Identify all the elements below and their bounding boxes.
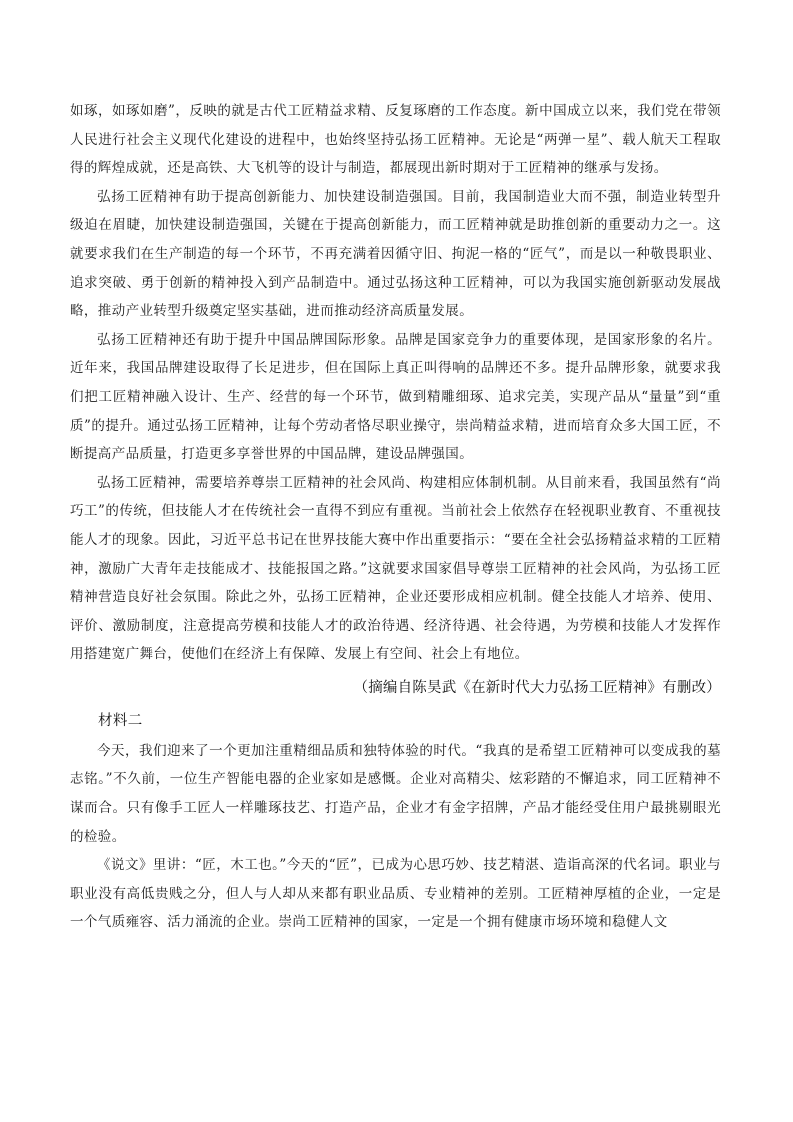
document-body bbox=[70, 97, 721, 937]
section-heading: 材料二 bbox=[98, 712, 143, 729]
paragraph: 弘扬工匠精神还有助于提升中国品牌国际形象。品牌是国家竞争力的重要体现，是国家形象的名片。近年来，我国品牌建设取得了长足进步，但在国际上真正叫得响的品牌还不多。提升品牌形象，就要求我们把工匠精神融入设计、生产、经营的每一个环节，做到精雕细琢、追求完美，实现产品从“量量”到“重质”的提升。通过弘扬工匠精神，让每个劳动者恪尽职业操守，崇尚精益求精，进而培育众多大国工匠，不断提高产品质量，打造更多享誉世界的中国品牌，建设品牌强国。 bbox=[70, 331, 721, 463]
paragraph: 《说文》里讲：“匠，木工也。”今天的“匠”，已成为心思巧妙、技艺精湛、造诣高深的代名词。职业与职业没有高低贵贱之分，但人与人却从来都有职业品质、专业精神的差别。工匠精神厚植的企业，一定是一个气质雍容、活力涌流的企业。崇尚工匠精神的国家，一定是一个拥有健康市场环境和稳健人文 bbox=[70, 857, 721, 931]
paragraph: 今天，我们迎来了一个更加注重精细品质和独特体验的时代。“我真的是希望工匠精神可以变成我的墓志铭。”不久前，一位生产智能电器的企业家如是感慨。企业对高精尖、炫彩踏的不懈追求，同工匠精神不谋而合。只有像手工匠人一样雕琢技艺、打造产品，企业才有金字招牌，产品才能经受住用户最挑剔眼光的检验。 bbox=[70, 742, 721, 845]
paragraph: 如琢，如琢如磨”，反映的就是古代工匠精益求精、反复琢磨的工作态度。新中国成立以来，我们党在带领人民进行社会主义现代化建设的进程中，也始终坚持弘扬工匠精神。无论是“两弹一星”、载人航天工程取得的辉煌成就，还是高铁、大飞机等的设计与制造，都展现出新时期对于工匠精神的继承与发扬。 bbox=[70, 103, 721, 177]
paragraph: 弘扬工匠精神有助于提高创新能力、加快建设制造强国。目前，我国制造业大而不强，制造业转型升级迫在眉睫，加快建设制造强国，关键在于提高创新能力，而工匠精神就是助推创新的重要动力之一。这就要求我们在生产制造的每一个环节，不再充满着因循守旧、拘泥一格的“匠气”，而是以一种敬畏职业、追求突破、勇于创新的精神投入到产品制造中。通过弘扬这种工匠精神，可以为我国实施创新驱动发展战略，推动产业转型升级奠定坚实基础，进而推动经济高质量发展。 bbox=[70, 188, 721, 320]
paragraph: 弘扬工匠精神，需要培养尊崇工匠精神的社会风尚、构建相应体制机制。从目前来看，我国虽然有“尚巧工”的传统，但技能人才在传统社会一直得不到应有重视。当前社会上依然存在轻视职业教育、不重视技能人才的现象。因此，习近平总书记在世界技能大赛中作出重要指示：“要在全社会弘扬精益求精的工匠精神，激励广大青年走技能成才、技能报国之路。”这就要求国家倡导尊崇工匠精神的社会风尚，为弘扬工匠精神营造良好社会氛围。除此之外，弘扬工匠精神，企业还要形成相应机制。健全技能人才培养、使用、评价、激励制度，注意提高劳模和技能人才的政治待遇、经济待遇、社会待遇，为劳模和技能人才发挥作用搭建宽广舞台，使他们在经济上有保障、发展上有空间、社会上有地位。 bbox=[70, 474, 721, 663]
source-citation: （摘编自陈昊武《在新时代大力弘扬工匠精神》有删改） bbox=[353, 679, 721, 696]
